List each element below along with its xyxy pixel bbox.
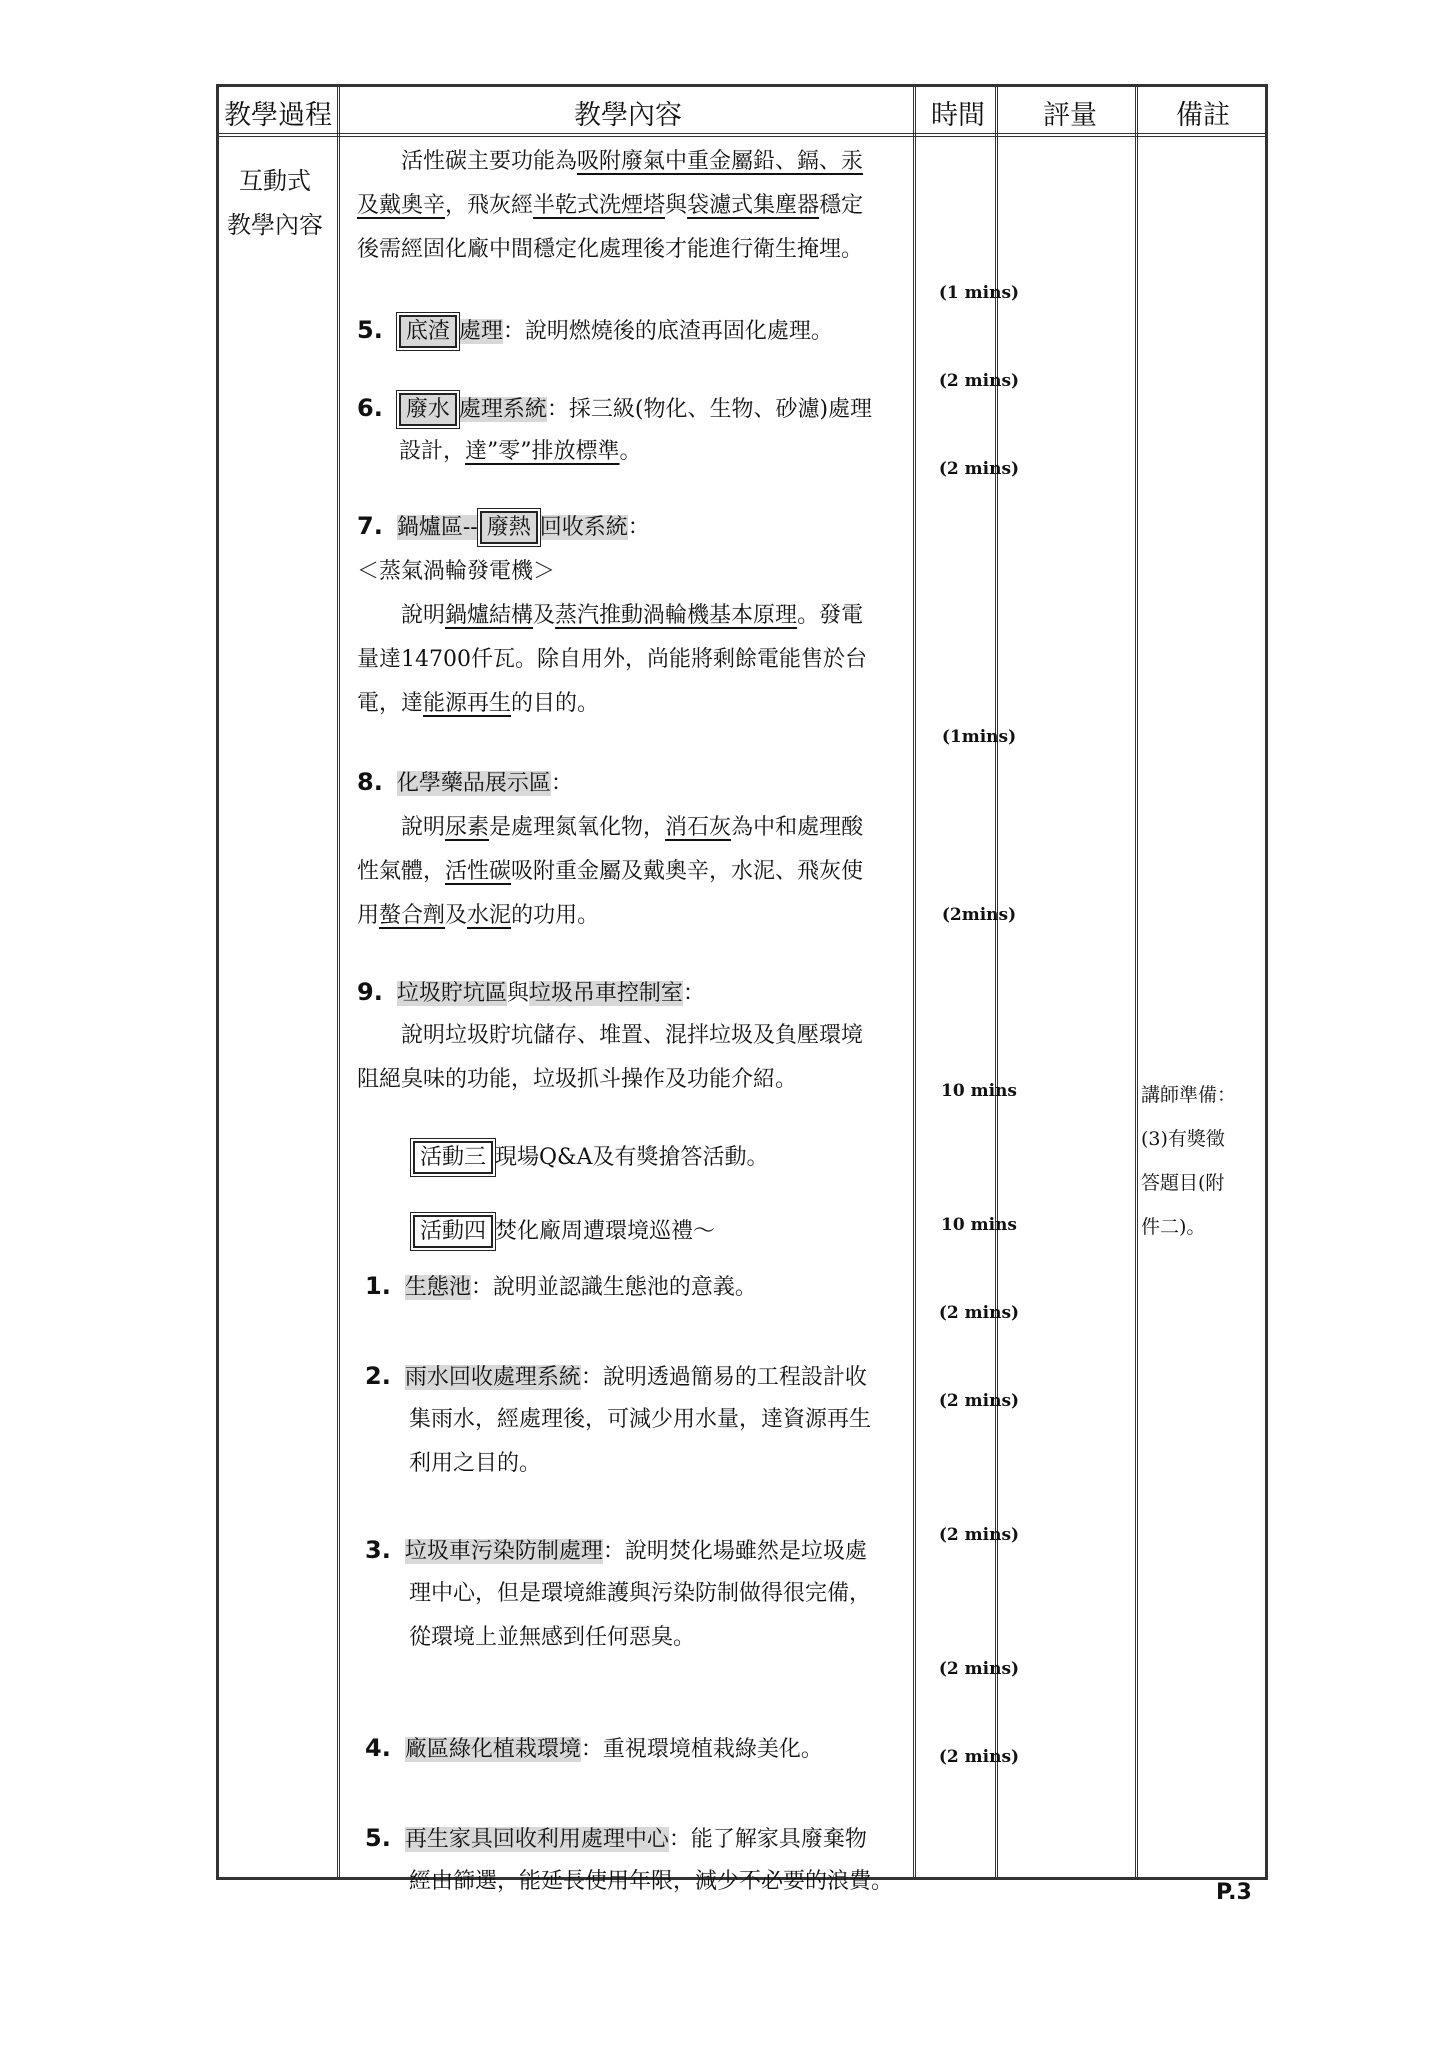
tour-item-2-line-2: 集雨水，經處理後，可減少用水量，達資源再生: [409, 1407, 872, 1432]
time-entry: (2 mins): [938, 371, 1020, 391]
tour-item-1: 1. 生態池：說明並認識生態池的意義。: [365, 1272, 757, 1300]
page-number: P.3: [1216, 1880, 1252, 1905]
item-7-line-2: 量達14700仟瓦。除自用外，尚能將剩餘電能售於台: [357, 647, 867, 672]
item-7: 7. 鍋爐區-- 廢熱 回收系統：: [357, 511, 650, 543]
item-6-line-2: 設計，達”零”排放標準。: [399, 439, 642, 464]
item-8-line-3: 用螯合劑及水泥的功用。: [357, 903, 600, 928]
item-8-line-2: 性氣體，活性碳吸附重金屬及戴奧辛，水泥、飛灰使: [357, 859, 864, 884]
tour-item-3-line-3: 從環境上並無感到任何惡臭。: [409, 1625, 696, 1650]
header-eval: 評量: [1043, 100, 1097, 131]
item-7-line-1: 說明鍋爐結構及蒸汽推動渦輪機基本原理。發電: [401, 603, 864, 628]
item-8-line-1: 說明尿素是處理氮氧化物，消石灰為中和處理酸: [401, 815, 864, 840]
table-header: [219, 87, 1265, 137]
time-entry: 10 mins: [941, 1081, 1017, 1101]
column-divider: [337, 87, 340, 1877]
tour-item-4: 4. 廠區綠化植栽環境：重視環境植栽綠美化。: [365, 1734, 823, 1762]
activity-3: 活動三 現場Q&A及有獎搶答活動。: [411, 1143, 769, 1173]
item-9: 9. 垃圾貯坑區與垃圾吊車控制室：: [357, 978, 705, 1006]
time-entry: (1mins): [941, 727, 1017, 747]
column-divider: [995, 87, 998, 1877]
intro-line-3: 後需經固化廠中間穩定化處理後才能進行衛生掩埋。: [357, 237, 864, 262]
intro-line-2: 及戴奧辛，飛灰經半乾式洗煙塔與袋濾式集塵器穩定: [357, 193, 864, 218]
time-entry: (2 mins): [938, 1391, 1020, 1411]
tour-item-5: 5. 再生家具回收利用處理中心：能了解家具廢棄物: [365, 1824, 867, 1852]
item-9-line-1: 說明垃圾貯坑儲存、堆置、混拌垃圾及負壓環境: [401, 1023, 864, 1048]
time-entry: 10 mins: [941, 1215, 1017, 1235]
column-divider: [1135, 87, 1138, 1877]
item-6: 6. 廢水 處理系統：採三級(物化、生物、砂濾)處理: [357, 393, 872, 425]
item-8: 8. 化學藥品展示區：: [357, 768, 573, 796]
time-entry: (2 mins): [938, 1659, 1020, 1679]
activity-4: 活動四 焚化廠周遭環境巡禮～: [411, 1217, 715, 1247]
time-entry: (2 mins): [938, 1303, 1020, 1323]
item-9-line-2: 阻絕臭味的功能，垃圾抓斗操作及功能介紹。: [357, 1067, 798, 1092]
time-entry: (1 mins): [938, 283, 1020, 303]
header-note: 備註: [1176, 100, 1230, 131]
intro-line-1: 活性碳主要功能為吸附廢氣中重金屬鉛、鎘、汞: [401, 149, 864, 174]
tour-item-2-line-3: 利用之目的。: [409, 1451, 542, 1476]
time-entry: (2 mins): [938, 1747, 1020, 1767]
header-time: 時間: [931, 100, 985, 131]
column-divider: [913, 87, 916, 1877]
process-label: 互動式 教學內容: [227, 167, 323, 239]
item-7-line-3: 電，達能源再生的目的。: [357, 691, 600, 716]
item-5: 5. 底渣 處理：說明燃燒後的底渣再固化處理。: [357, 315, 833, 347]
time-entry: (2 mins): [938, 459, 1020, 479]
tour-item-3-line-2: 理中心，但是環境維護與污染防制做得很完備，: [409, 1581, 872, 1606]
header-content: 教學內容: [574, 100, 682, 131]
item-7-subtitle: ＜蒸氣渦輪發電機＞: [357, 559, 556, 584]
tour-item-3: 3. 垃圾車污染防制處理：說明焚化場雖然是垃圾處: [365, 1536, 867, 1564]
time-entry: (2 mins): [938, 1525, 1020, 1545]
header-process: 教學過程: [224, 100, 332, 131]
tour-item-5-line-2: 經由篩選，能延長使用年限，減少不必要的浪費。: [409, 1869, 894, 1894]
remarks: 講師準備： (3)有獎徵 答題目(附 件二)。: [1141, 1084, 1237, 1238]
tour-item-2: 2. 雨水回收處理系統：說明透過簡易的工程設計收: [365, 1362, 867, 1390]
time-entry: (2mins): [941, 905, 1017, 925]
